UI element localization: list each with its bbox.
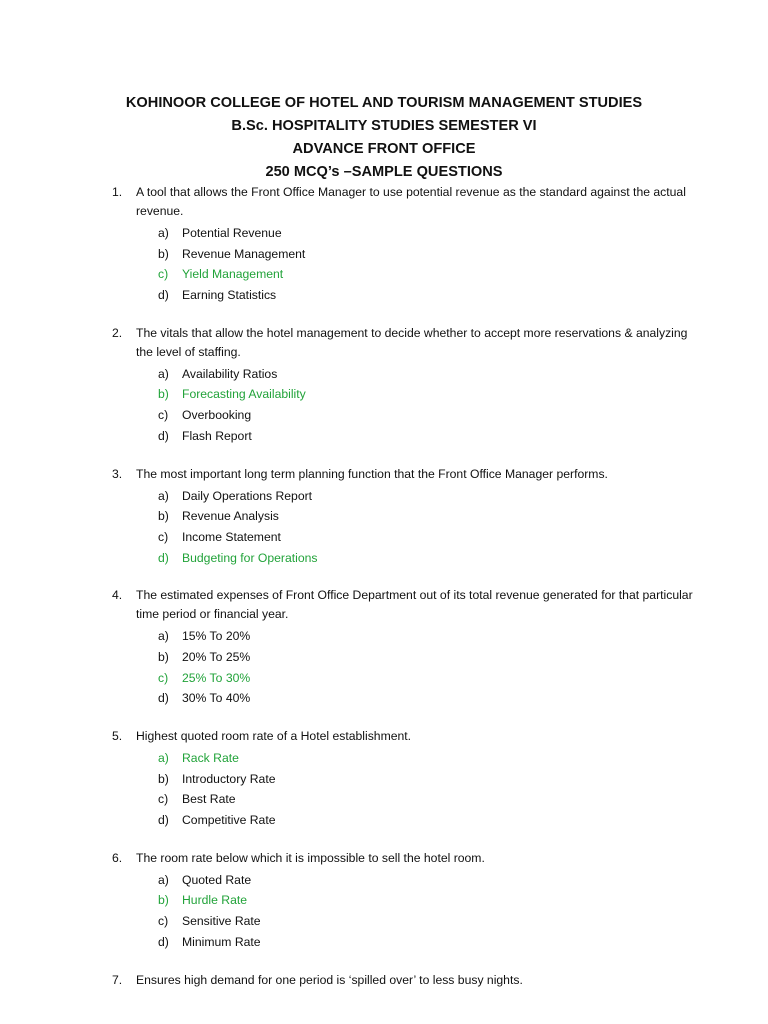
option-item — [0, 870, 768, 891]
option-text: Revenue Analysis — [182, 509, 279, 524]
option-item-correct — [0, 890, 768, 911]
question-number: 5. — [112, 729, 123, 743]
option-text: Potential Revenue — [182, 226, 282, 240]
option-letter: a) — [158, 872, 169, 887]
question-item — [0, 183, 768, 306]
question-number: 7. — [112, 972, 123, 987]
option-list — [0, 626, 768, 709]
option-list — [0, 364, 768, 447]
option-item — [0, 223, 768, 244]
question-text: Ensures high demand for one period is ‘spilled over’ to less busy nights. — [136, 972, 523, 987]
option-item-correct — [0, 384, 768, 405]
option-item — [0, 527, 768, 548]
option-text: 30% To 40% — [182, 691, 251, 706]
option-letter: b) — [158, 387, 169, 402]
option-letter: d) — [158, 813, 169, 828]
option-text: Revenue Management — [182, 246, 306, 261]
option-item — [0, 769, 768, 790]
option-item — [0, 506, 768, 527]
question-item — [0, 849, 768, 953]
option-item-correct — [0, 668, 768, 689]
option-letter: c) — [158, 792, 169, 807]
question-text: The vitals that allow the hotel management to decide whether to accept more reservations & analyzing the level of staffing. — [136, 325, 688, 359]
option-text-correct: Rack Rate — [182, 751, 239, 765]
option-item — [0, 486, 768, 507]
question-number: 6. — [112, 850, 123, 865]
question-text: The most important long term planning function that the Front Office Manager performs. — [136, 466, 608, 481]
option-text-correct: Yield Management — [182, 267, 284, 282]
option-letter: d) — [158, 691, 169, 706]
questions-title: 250 MCQ’s –SAMPLE QUESTIONS — [265, 164, 503, 180]
option-text: Availability Ratios — [182, 366, 278, 381]
option-letter: c) — [158, 267, 169, 282]
option-text-correct: Forecasting Availability — [182, 387, 306, 402]
option-list — [0, 486, 768, 569]
option-letter: b) — [158, 246, 169, 261]
question-item — [0, 324, 768, 447]
college-name: KOHINOOR COLLEGE OF HOTEL AND TOURISM MANAGEMENT STUDIES — [125, 95, 643, 111]
option-item-correct — [0, 264, 768, 285]
option-item — [0, 626, 768, 647]
option-item — [0, 426, 768, 447]
question-number: 4. — [112, 588, 123, 603]
option-text-correct: Budgeting for Operations — [182, 550, 318, 565]
option-letter: b) — [158, 649, 169, 664]
question-item — [0, 971, 768, 990]
question-number: 1. — [112, 185, 123, 199]
option-letter: c) — [158, 408, 169, 423]
question-number: 2. — [112, 325, 123, 340]
option-letter: b) — [158, 893, 169, 908]
option-text: Overbooking — [182, 408, 252, 423]
option-text-correct: 25% To 30% — [182, 670, 251, 685]
option-letter: a) — [158, 366, 169, 381]
option-item — [0, 647, 768, 668]
option-letter: c) — [158, 529, 169, 544]
option-item — [0, 911, 768, 932]
option-text: Minimum Rate — [182, 934, 261, 949]
option-text: Income Statement — [182, 529, 281, 544]
option-text: 15% To 20% — [182, 629, 251, 644]
option-letter: b) — [158, 771, 169, 786]
option-item — [0, 405, 768, 426]
option-item — [0, 285, 768, 306]
option-item — [0, 932, 768, 953]
option-text: Sensitive Rate — [182, 914, 261, 929]
option-letter: a) — [158, 488, 169, 503]
option-letter: c) — [158, 914, 169, 929]
option-letter: d) — [158, 288, 169, 303]
option-letter: c) — [158, 670, 169, 685]
option-text: Flash Report — [182, 428, 252, 443]
option-item — [0, 789, 768, 810]
question-item — [0, 727, 768, 831]
option-text: Best Rate — [182, 792, 236, 807]
option-letter: d) — [158, 428, 169, 443]
option-letter: d) — [158, 550, 169, 565]
question-list — [0, 183, 768, 1008]
option-list — [0, 870, 768, 953]
option-text: 20% To 25% — [182, 649, 251, 664]
subject-title: ADVANCE FRONT OFFICE — [292, 141, 476, 157]
document-header — [0, 92, 768, 184]
question-item — [0, 465, 768, 569]
question-item — [0, 586, 768, 709]
option-item-correct — [0, 548, 768, 569]
option-item — [0, 688, 768, 709]
option-item — [0, 364, 768, 385]
option-text: Earning Statistics — [182, 288, 277, 303]
question-number: 3. — [112, 466, 123, 481]
option-text-correct: Hurdle Rate — [182, 893, 248, 908]
question-text: A tool that allows the Front Office Manager to use potential revenue as the standard against the actual revenue. — [136, 185, 686, 218]
option-letter: d) — [158, 934, 169, 949]
program-title: B.Sc. HOSPITALITY STUDIES SEMESTER VI — [231, 118, 537, 134]
option-list — [0, 223, 768, 306]
option-text: Introductory Rate — [182, 771, 276, 786]
question-text: Highest quoted room rate of a Hotel establishment. — [136, 729, 412, 743]
option-text: Competitive Rate — [182, 813, 276, 828]
question-text: The room rate below which it is impossible to sell the hotel room. — [136, 850, 485, 865]
option-letter: a) — [158, 751, 169, 765]
option-letter: a) — [158, 226, 169, 240]
option-letter: a) — [158, 629, 169, 644]
question-text: The estimated expenses of Front Office Department out of its total revenue generated for that particular time period or financial year. — [136, 588, 693, 622]
option-list — [0, 748, 768, 831]
option-item — [0, 810, 768, 831]
option-text: Daily Operations Report — [182, 488, 313, 503]
option-item — [0, 244, 768, 265]
option-text: Quoted Rate — [182, 872, 252, 887]
option-item-correct — [0, 748, 768, 769]
option-letter: b) — [158, 509, 169, 524]
